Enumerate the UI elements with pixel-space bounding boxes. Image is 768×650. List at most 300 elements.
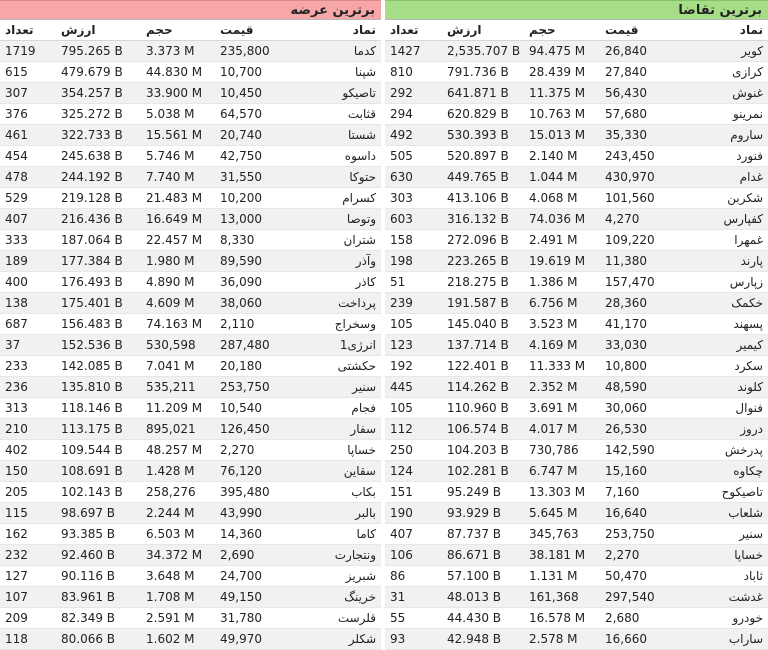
cell-symbol: زپارس [672, 272, 768, 293]
cell-count: 478 [0, 167, 56, 188]
cell-volume: 1.386 M [524, 272, 600, 293]
cell-count: 209 [0, 608, 56, 629]
top-supply-table [0, 20, 381, 650]
cell-price: 142,590 [600, 440, 672, 461]
cell-symbol: خودرو [672, 608, 768, 629]
header-value[interactable]: ارزش [442, 20, 524, 41]
cell-value: 93.929 B [442, 503, 524, 524]
cell-symbol: خساپا [672, 545, 768, 566]
cell-value: 245.638 B [56, 146, 141, 167]
cell-symbol: سنیر [672, 524, 768, 545]
cell-value: 175.401 B [56, 293, 141, 314]
cell-symbol: وآذر [293, 251, 381, 272]
cell-symbol: حتوکا [293, 167, 381, 188]
cell-value: 80.066 B [56, 629, 141, 650]
cell-count: 205 [0, 482, 56, 503]
cell-price: 16,660 [600, 629, 672, 650]
table-row[interactable] [385, 461, 768, 482]
cell-value: 104.203 B [442, 440, 524, 461]
cell-volume: 5.746 M [141, 146, 215, 167]
cell-volume: 3.523 M [524, 314, 600, 335]
table-row[interactable] [385, 524, 768, 545]
cell-price: 26,840 [600, 41, 672, 62]
cell-count: 461 [0, 125, 56, 146]
cell-price: 10,540 [215, 398, 293, 419]
cell-symbol: سقاین [293, 461, 381, 482]
table-row[interactable] [385, 167, 768, 188]
cell-symbol: غدشت [672, 587, 768, 608]
cell-value: 142.085 B [56, 356, 141, 377]
table-row[interactable] [0, 41, 381, 62]
cell-price: 10,450 [215, 83, 293, 104]
cell-count: 307 [0, 83, 56, 104]
table-row[interactable] [0, 83, 381, 104]
cell-value: 449.765 B [442, 167, 524, 188]
cell-value: 42.948 B [442, 629, 524, 650]
cell-volume: 4.609 M [141, 293, 215, 314]
cell-value: 316.132 B [442, 209, 524, 230]
cell-value: 216.436 B [56, 209, 141, 230]
cell-volume: 2.591 M [141, 608, 215, 629]
header-price[interactable]: قیمت [600, 20, 672, 41]
cell-value: 176.493 B [56, 272, 141, 293]
cell-price: 76,120 [215, 461, 293, 482]
cell-value: 110.960 B [442, 398, 524, 419]
cell-volume: 1.602 M [141, 629, 215, 650]
header-count[interactable]: تعداد [385, 20, 442, 41]
cell-count: 407 [0, 209, 56, 230]
cell-symbol: خرینگ [293, 587, 381, 608]
table-row[interactable] [385, 629, 768, 650]
cell-volume: 4.169 M [524, 335, 600, 356]
cell-volume: 1.708 M [141, 587, 215, 608]
cell-price: 430,970 [600, 167, 672, 188]
cell-price: 30,060 [600, 398, 672, 419]
table-row[interactable] [0, 482, 381, 503]
cell-symbol: تاصیکو [293, 83, 381, 104]
cell-count: 37 [0, 335, 56, 356]
cell-volume: 1.980 M [141, 251, 215, 272]
table-row[interactable] [385, 440, 768, 461]
header-value[interactable]: ارزش [56, 20, 141, 41]
cell-count: 333 [0, 230, 56, 251]
table-row[interactable] [385, 251, 768, 272]
cell-count: 190 [385, 503, 442, 524]
cell-count: 127 [0, 566, 56, 587]
cell-volume: 730,786 [524, 440, 600, 461]
cell-count: 292 [385, 83, 442, 104]
table-row[interactable] [385, 62, 768, 83]
cell-value: 272.096 B [442, 230, 524, 251]
cell-value: 219.128 B [56, 188, 141, 209]
cell-price: 11,380 [600, 251, 672, 272]
cell-volume: 44.830 M [141, 62, 215, 83]
cell-volume: 7.740 M [141, 167, 215, 188]
cell-symbol: کرازی [672, 62, 768, 83]
table-row[interactable] [0, 230, 381, 251]
cell-volume: 21.483 M [141, 188, 215, 209]
header-count[interactable]: تعداد [0, 20, 56, 41]
cell-symbol: چکاوه [672, 461, 768, 482]
table-row[interactable] [385, 272, 768, 293]
table-row[interactable] [0, 629, 381, 650]
table-row[interactable] [385, 146, 768, 167]
cell-price: 20,740 [215, 125, 293, 146]
cell-volume: 15.013 M [524, 125, 600, 146]
cell-symbol: غنوش [672, 83, 768, 104]
table-row[interactable] [0, 335, 381, 356]
cell-symbol: قثابت [293, 104, 381, 125]
cell-price: 2,270 [600, 545, 672, 566]
cell-volume: 161,368 [524, 587, 600, 608]
cell-volume: 11.209 M [141, 398, 215, 419]
header-symbol[interactable]: نماد [293, 20, 381, 41]
cell-count: 198 [385, 251, 442, 272]
cell-count: 407 [385, 524, 442, 545]
cell-price: 395,480 [215, 482, 293, 503]
table-row[interactable] [385, 503, 768, 524]
cell-volume: 5.038 M [141, 104, 215, 125]
cell-price: 31,780 [215, 608, 293, 629]
cell-value: 90.116 B [56, 566, 141, 587]
cell-symbol: غدام [672, 167, 768, 188]
table-row[interactable] [385, 482, 768, 503]
table-row[interactable] [0, 608, 381, 629]
cell-price: 253,750 [600, 524, 672, 545]
table-row[interactable] [0, 440, 381, 461]
table-row[interactable] [385, 608, 768, 629]
cell-symbol: شبریز [293, 566, 381, 587]
cell-volume: 1.131 M [524, 566, 600, 587]
cell-count: 492 [385, 125, 442, 146]
cell-count: 810 [385, 62, 442, 83]
cell-price: 4,270 [600, 209, 672, 230]
cell-price: 287,480 [215, 335, 293, 356]
cell-volume: 3.691 M [524, 398, 600, 419]
cell-value: 795.265 B [56, 41, 141, 62]
cell-value: 102.143 B [56, 482, 141, 503]
cell-price: 126,450 [215, 419, 293, 440]
cell-price: 101,560 [600, 188, 672, 209]
cell-symbol: کلوند [672, 377, 768, 398]
cell-volume: 5.645 M [524, 503, 600, 524]
cell-symbol: پسهند [672, 314, 768, 335]
cell-price: 33,030 [600, 335, 672, 356]
cell-symbol: سنیر [293, 377, 381, 398]
cell-volume: 2.578 M [524, 629, 600, 650]
cell-volume: 345,763 [524, 524, 600, 545]
table-row[interactable] [385, 230, 768, 251]
cell-count: 162 [0, 524, 56, 545]
header-volume[interactable]: حجم [141, 20, 215, 41]
cell-count: 250 [385, 440, 442, 461]
cell-volume: 74.036 M [524, 209, 600, 230]
cell-price: 36,090 [215, 272, 293, 293]
cell-value: 620.829 B [442, 104, 524, 125]
cell-volume: 6.503 M [141, 524, 215, 545]
cell-value: 57.100 B [442, 566, 524, 587]
cell-volume: 11.333 M [524, 356, 600, 377]
table-row[interactable] [0, 545, 381, 566]
table-row[interactable] [0, 209, 381, 230]
cell-volume: 2.140 M [524, 146, 600, 167]
table-row[interactable] [0, 62, 381, 83]
cell-symbol: دروز [672, 419, 768, 440]
table-row[interactable] [0, 419, 381, 440]
cell-price: 2,270 [215, 440, 293, 461]
cell-count: 210 [0, 419, 56, 440]
cell-price: 28,360 [600, 293, 672, 314]
cell-symbol: فنوال [672, 398, 768, 419]
cell-count: 630 [385, 167, 442, 188]
cell-symbol: ساروم [672, 125, 768, 146]
header-price[interactable]: قیمت [215, 20, 293, 41]
table-row[interactable] [0, 167, 381, 188]
cell-volume: 4.890 M [141, 272, 215, 293]
cell-price: 27,840 [600, 62, 672, 83]
table-row[interactable] [0, 272, 381, 293]
cell-volume: 48.257 M [141, 440, 215, 461]
table-row[interactable] [385, 41, 768, 62]
table-row[interactable] [0, 524, 381, 545]
header-symbol[interactable]: نماد [672, 20, 768, 41]
cell-price: 41,170 [600, 314, 672, 335]
cell-volume: 1.428 M [141, 461, 215, 482]
cell-symbol: سفار [293, 419, 381, 440]
cell-value: 2,535.707 B [442, 41, 524, 62]
cell-value: 191.587 B [442, 293, 524, 314]
table-row[interactable] [385, 545, 768, 566]
cell-count: 118 [0, 629, 56, 650]
cell-value: 218.275 B [442, 272, 524, 293]
cell-symbol: ونتجارت [293, 545, 381, 566]
table-row[interactable] [385, 314, 768, 335]
cell-symbol: حکشتی [293, 356, 381, 377]
cell-symbol: نمرینو [672, 104, 768, 125]
cell-count: 123 [385, 335, 442, 356]
cell-value: 223.265 B [442, 251, 524, 272]
table-row[interactable] [385, 419, 768, 440]
cell-count: 236 [0, 377, 56, 398]
cell-price: 235,800 [215, 41, 293, 62]
cell-value: 145.040 B [442, 314, 524, 335]
cell-value: 98.697 B [56, 503, 141, 524]
cell-price: 20,180 [215, 356, 293, 377]
cell-value: 86.671 B [442, 545, 524, 566]
cell-count: 138 [0, 293, 56, 314]
cell-price: 2,680 [600, 608, 672, 629]
table-row[interactable] [385, 83, 768, 104]
cell-symbol: پرداخت [293, 293, 381, 314]
cell-count: 1427 [385, 41, 442, 62]
cell-value: 530.393 B [442, 125, 524, 146]
cell-price: 35,330 [600, 125, 672, 146]
table-row[interactable] [385, 125, 768, 146]
cell-value: 244.192 B [56, 167, 141, 188]
top-demand-title: برترین تقاضا [385, 0, 768, 20]
cell-count: 294 [385, 104, 442, 125]
cell-volume: 535,211 [141, 377, 215, 398]
cell-price: 7,160 [600, 482, 672, 503]
table-row[interactable] [385, 566, 768, 587]
cell-price: 48,590 [600, 377, 672, 398]
cell-symbol: فجام [293, 398, 381, 419]
cell-volume: 2.352 M [524, 377, 600, 398]
cell-price: 109,220 [600, 230, 672, 251]
cell-volume: 4.068 M [524, 188, 600, 209]
table-row[interactable] [385, 104, 768, 125]
table-row[interactable] [0, 293, 381, 314]
cell-price: 15,160 [600, 461, 672, 482]
cell-volume: 28.439 M [524, 62, 600, 83]
cell-count: 151 [385, 482, 442, 503]
cell-symbol: پارند [672, 251, 768, 272]
cell-value: 83.961 B [56, 587, 141, 608]
table-row[interactable] [0, 461, 381, 482]
table-row[interactable] [0, 503, 381, 524]
cell-volume: 6.747 M [524, 461, 600, 482]
cell-volume: 33.900 M [141, 83, 215, 104]
cell-symbol: شکلر [293, 629, 381, 650]
cell-symbol: سکرد [672, 356, 768, 377]
top-demand-panel [385, 0, 768, 646]
top-supply-title: برترین عرضه [0, 0, 381, 20]
cell-symbol: وسخراج [293, 314, 381, 335]
cell-value: 87.737 B [442, 524, 524, 545]
top-supply-panel [0, 0, 381, 646]
cell-count: 105 [385, 314, 442, 335]
cell-symbol: کدما [293, 41, 381, 62]
cell-value: 82.349 B [56, 608, 141, 629]
cell-count: 31 [385, 587, 442, 608]
table-header-row [385, 20, 768, 41]
cell-volume: 38.181 M [524, 545, 600, 566]
table-row[interactable] [0, 314, 381, 335]
cell-symbol: فنورد [672, 146, 768, 167]
cell-count: 51 [385, 272, 442, 293]
table-row[interactable] [385, 293, 768, 314]
cell-count: 529 [0, 188, 56, 209]
cell-symbol: قلرست [293, 608, 381, 629]
cell-volume: 4.017 M [524, 419, 600, 440]
cell-symbol: شستا [293, 125, 381, 146]
cell-price: 56,430 [600, 83, 672, 104]
cell-count: 189 [0, 251, 56, 272]
cell-volume: 22.457 M [141, 230, 215, 251]
cell-value: 93.385 B [56, 524, 141, 545]
cell-count: 615 [0, 62, 56, 83]
cell-count: 86 [385, 566, 442, 587]
cell-value: 44.430 B [442, 608, 524, 629]
table-row[interactable] [385, 335, 768, 356]
cell-symbol: غمهرا [672, 230, 768, 251]
cell-value: 92.460 B [56, 545, 141, 566]
table-row[interactable] [0, 398, 381, 419]
table-row[interactable] [385, 587, 768, 608]
cell-value: 95.249 B [442, 482, 524, 503]
cell-price: 24,700 [215, 566, 293, 587]
cell-price: 253,750 [215, 377, 293, 398]
table-row[interactable] [0, 125, 381, 146]
table-row[interactable] [0, 587, 381, 608]
cell-price: 8,330 [215, 230, 293, 251]
cell-volume: 7.041 M [141, 356, 215, 377]
cell-price: 10,200 [215, 188, 293, 209]
cell-price: 16,640 [600, 503, 672, 524]
cell-count: 402 [0, 440, 56, 461]
table-row[interactable] [0, 146, 381, 167]
cell-price: 50,470 [600, 566, 672, 587]
cell-price: 157,470 [600, 272, 672, 293]
cell-count: 687 [0, 314, 56, 335]
cell-volume: 94.475 M [524, 41, 600, 62]
cell-value: 322.733 B [56, 125, 141, 146]
table-row[interactable] [0, 566, 381, 587]
cell-price: 49,970 [215, 629, 293, 650]
cell-value: 114.262 B [442, 377, 524, 398]
cell-volume: 258,276 [141, 482, 215, 503]
cell-symbol: انرژی1 [293, 335, 381, 356]
cell-value: 122.401 B [442, 356, 524, 377]
cell-volume: 1.044 M [524, 167, 600, 188]
table-row[interactable] [385, 209, 768, 230]
cell-count: 1719 [0, 41, 56, 62]
header-volume[interactable]: حجم [524, 20, 600, 41]
cell-value: 48.013 B [442, 587, 524, 608]
cell-value: 177.384 B [56, 251, 141, 272]
cell-price: 14,360 [215, 524, 293, 545]
table-row[interactable] [0, 104, 381, 125]
cell-symbol: تاصیکوح [672, 482, 768, 503]
table-row[interactable] [0, 251, 381, 272]
cell-symbol: کسرام [293, 188, 381, 209]
cell-price: 43,990 [215, 503, 293, 524]
cell-count: 603 [385, 209, 442, 230]
table-row[interactable] [385, 188, 768, 209]
cell-value: 109.544 B [56, 440, 141, 461]
cell-price: 26,530 [600, 419, 672, 440]
table-row[interactable] [0, 377, 381, 398]
cell-symbol: کاذر [293, 272, 381, 293]
table-row[interactable] [385, 356, 768, 377]
table-row[interactable] [0, 356, 381, 377]
cell-value: 113.175 B [56, 419, 141, 440]
table-row[interactable] [0, 188, 381, 209]
cell-volume: 2.244 M [141, 503, 215, 524]
cell-count: 232 [0, 545, 56, 566]
cell-symbol: ثاباد [672, 566, 768, 587]
cell-price: 42,750 [215, 146, 293, 167]
cell-volume: 10.763 M [524, 104, 600, 125]
cell-volume: 3.648 M [141, 566, 215, 587]
cell-value: 102.281 B [442, 461, 524, 482]
cell-count: 313 [0, 398, 56, 419]
cell-value: 520.897 B [442, 146, 524, 167]
cell-symbol: کاما [293, 524, 381, 545]
cell-symbol: کیمیر [672, 335, 768, 356]
cell-price: 243,450 [600, 146, 672, 167]
cell-value: 135.810 B [56, 377, 141, 398]
cell-symbol: کفپارس [672, 209, 768, 230]
cell-value: 479.679 B [56, 62, 141, 83]
cell-symbol: خکمک [672, 293, 768, 314]
cell-volume: 74.163 M [141, 314, 215, 335]
table-row[interactable] [385, 377, 768, 398]
cell-symbol: خساپا [293, 440, 381, 461]
table-row[interactable] [385, 398, 768, 419]
cell-symbol: پدرخش [672, 440, 768, 461]
cell-price: 10,800 [600, 356, 672, 377]
